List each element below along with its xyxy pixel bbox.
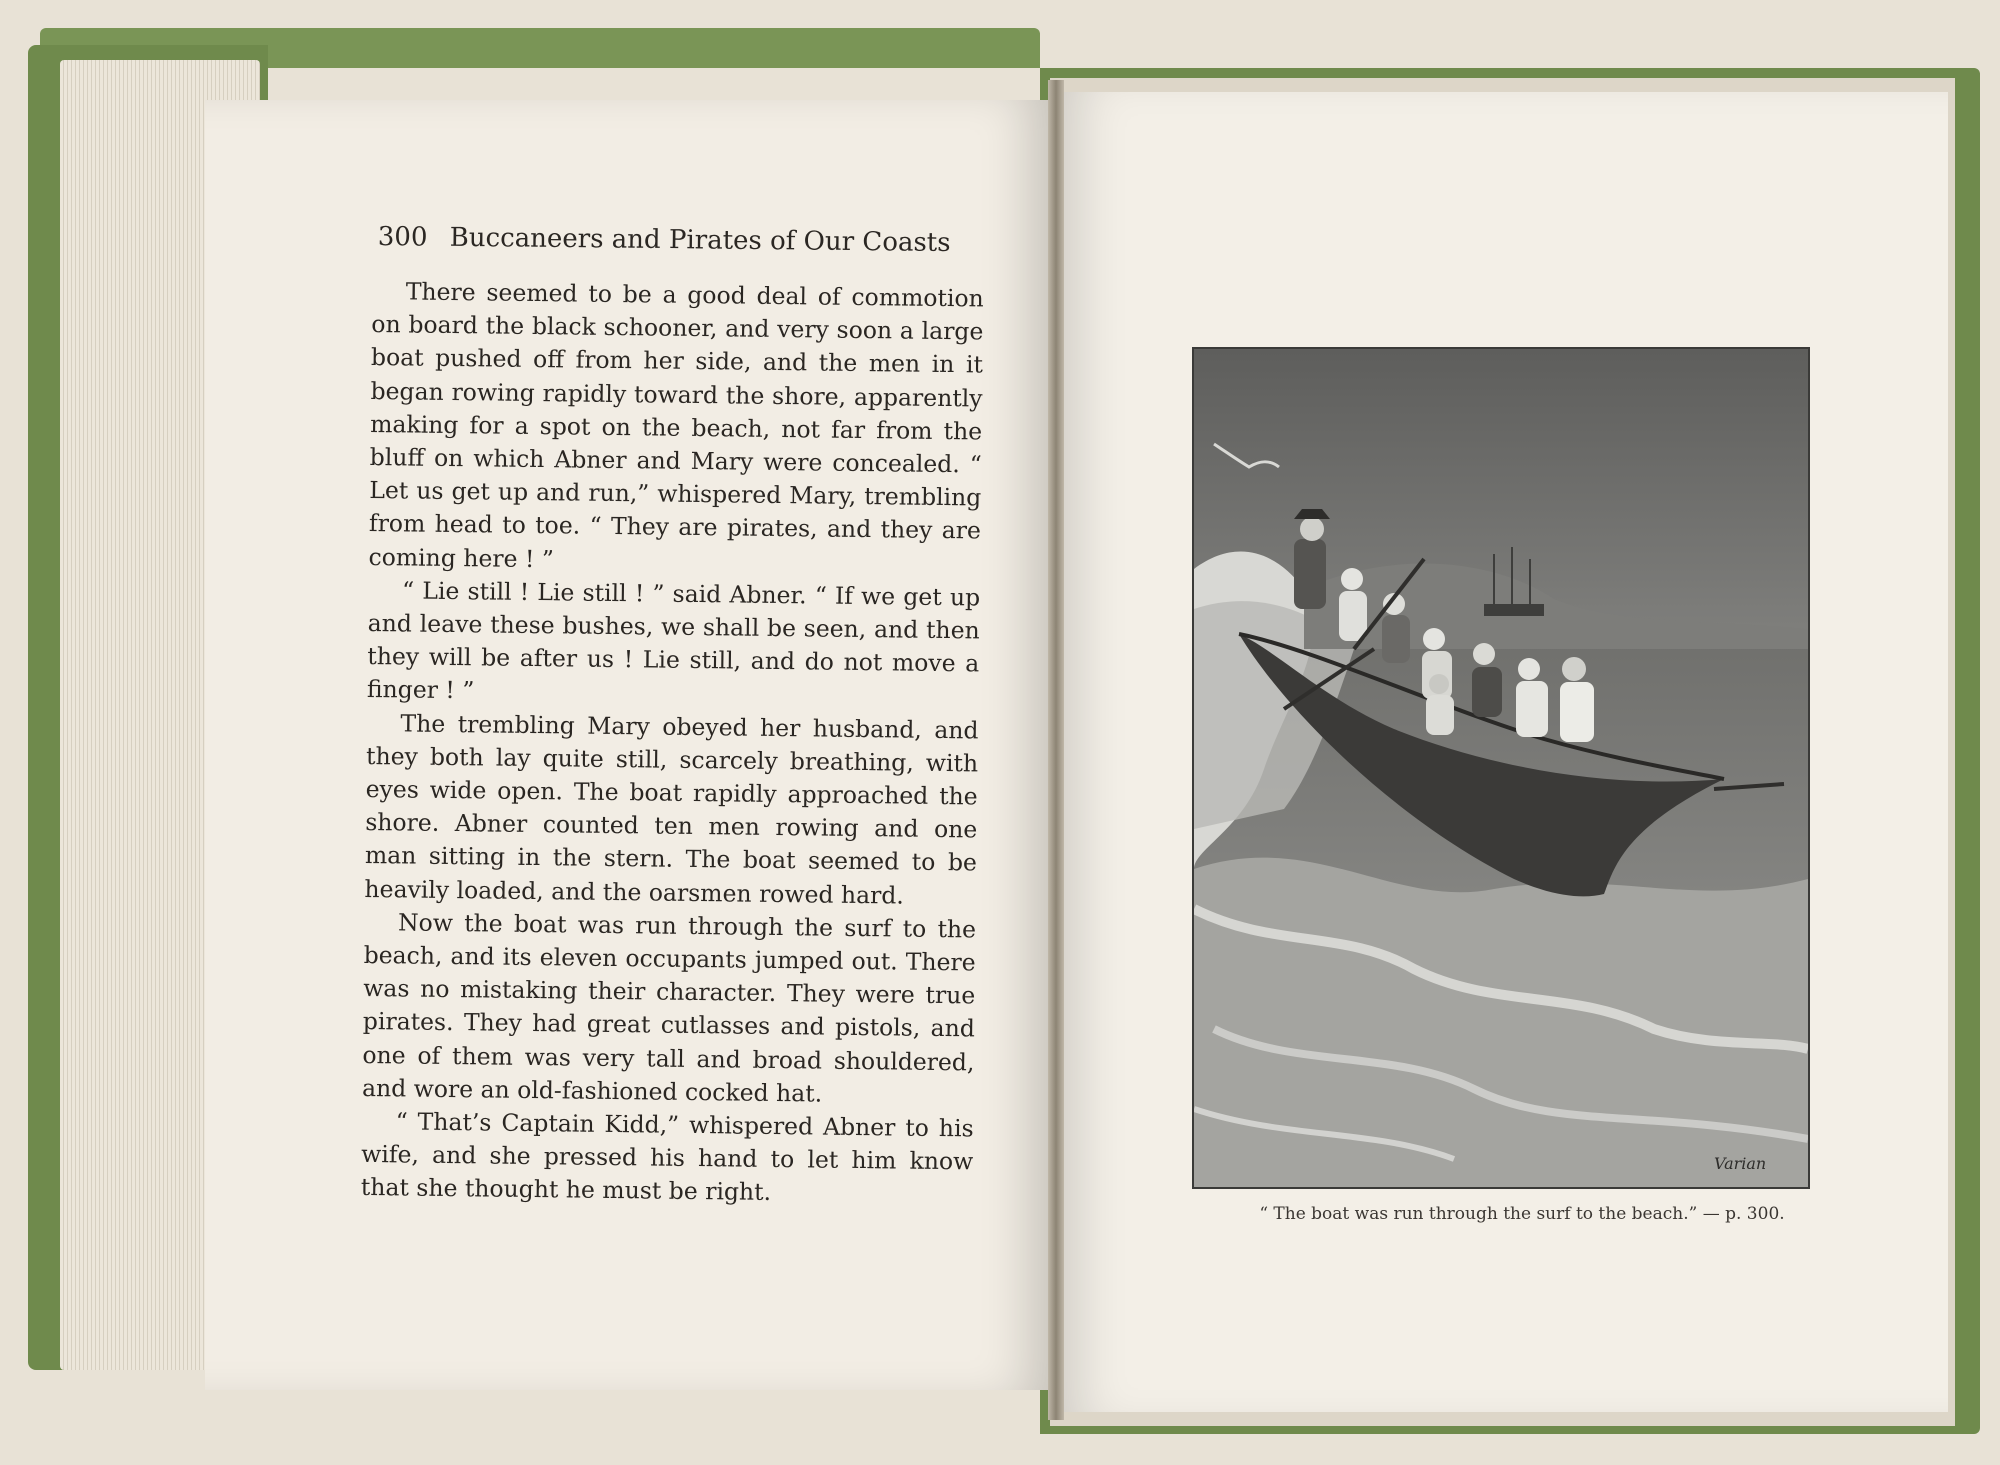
illustration-plate — [1192, 347, 1810, 1189]
paragraph: Now the boat was run through the surf to the beach, and its eleven occupants jumped out. There was no mistaking their character. They were true pirates. They had great cutlasses and pistols, and one of them was very tall and broad shouldered, and wore an old-fashioned cocked hat. — [361, 908, 977, 1108]
running-title: Buccaneers and Pirates of Our Coasts — [449, 222, 951, 258]
paragraph: There seemed to be a good deal of commotion on board the black schooner, and very soon a large boat pushed off from her side, and the men in it began rowing rapidly toward the shore, apparently making for a spot on the beach, not far from the bluff on which Abner and Mary were concealed. “ Let us get up and run,” whispered Mary, trembling from head to toe. “ They are pirates, and they are coming here ! ” — [368, 277, 984, 573]
paragraph: The trembling Mary obeyed her husband, and they both lay quite still, scarcely breathing, with eyes wide open. The boat rapidly approached the shore. Abner counted ten men rowing and one man sitting in the stern. The boat seemed to be heavily loaded, and the oarsmen rowed hard. — [364, 709, 979, 910]
artist-signature: Varian — [1714, 1154, 1767, 1173]
foreground-sea — [1194, 858, 1808, 1187]
paragraph: “ That’s Captain Kidd,” whispered Abner to his wife, and she pressed his hand to let him know that she thought he must be right. — [360, 1107, 974, 1207]
plate-caption: “ The boat was run through the surf to the beach.” — p. 300. — [1259, 1204, 1785, 1224]
book-gutter — [1048, 80, 1064, 1420]
pirate-boat-illustration — [1194, 349, 1808, 1187]
page-number: 300 — [377, 222, 428, 253]
paragraph: “ Lie still ! Lie still ! ” said Abner. “ If we get up and leave these bushes, we shall be seen, and then they will be after us ! Lie still, and do not move a finger ! ” — [366, 576, 981, 705]
body-text — [361, 275, 984, 1212]
